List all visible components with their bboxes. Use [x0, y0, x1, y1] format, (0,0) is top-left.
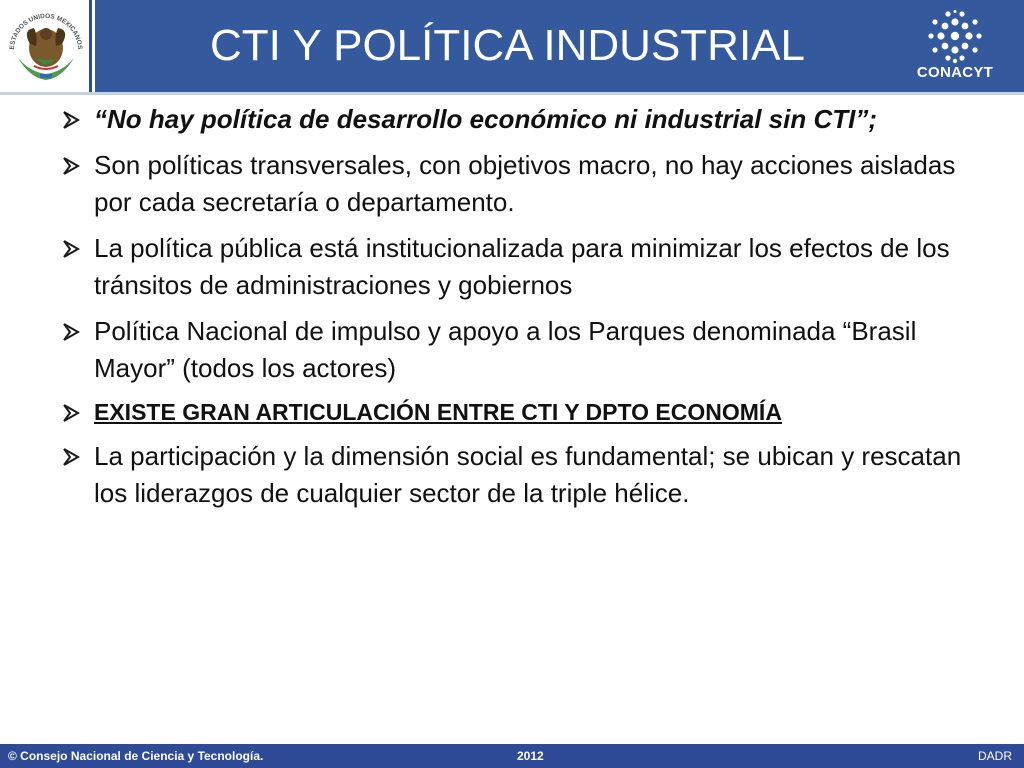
footer-author: DADR	[977, 749, 1012, 763]
bullet-list	[58, 101, 988, 521]
mexico-coat-of-arms-icon	[0, 0, 92, 92]
arrow-bullet-icon	[58, 147, 86, 184]
bullet-text: Política Nacional de impulso y apoyo a los Parques denominada “Brasil Mayor” (todos los actores)	[94, 316, 917, 383]
bullet-item	[58, 147, 988, 221]
conacyt-logo-icon	[905, 10, 1005, 66]
bullet-text: Son políticas transversales, con objetivos macro, no hay acciones aisladas por cada secretaría o departamento.	[94, 150, 956, 217]
mexico-coat-of-arms-logo	[0, 0, 92, 92]
arrow-bullet-icon	[58, 313, 86, 350]
conacyt-logo	[905, 10, 1005, 84]
footer-year: 2012	[517, 749, 544, 763]
arrow-bullet-icon	[58, 438, 86, 475]
bullet-text: La política pública está institucionalizada para minimizar los efectos de los tránsitos de administraciones y gobiernos	[94, 233, 950, 300]
bullet-item	[58, 438, 988, 512]
coat-of-arms-caption: ESTADOS UNIDOS MEXICANOS	[8, 12, 84, 50]
footer-copyright: © Consejo Nacional de Ciencia y Tecnología.	[8, 749, 264, 763]
bullet-item	[58, 230, 988, 304]
bullet-item	[58, 313, 988, 387]
slide-header	[0, 0, 1024, 92]
bullet-text: La participación y la dimensión social es fundamental; se ubican y rescatan los liderazgos de cualquier sector de la triple hélice.	[94, 441, 962, 508]
conacyt-wordmark: CONACYT	[916, 64, 994, 81]
arrow-bullet-icon	[58, 394, 86, 431]
arrow-bullet-icon	[58, 230, 86, 267]
bullet-item	[58, 396, 988, 429]
slide-title: CTI Y POLÍTICA INDUSTRIAL	[210, 21, 805, 70]
arrow-bullet-icon	[58, 101, 86, 138]
bullet-text: EXISTE GRAN ARTICULACIÓN ENTRE CTI Y DPTO ECONOMÍA	[94, 399, 782, 425]
bullet-text: “No hay política de desarrollo económico ni industrial sin CTI”;	[94, 104, 878, 134]
header-divider	[0, 92, 1024, 95]
bullet-item	[58, 101, 988, 138]
slide-footer	[0, 744, 1024, 768]
